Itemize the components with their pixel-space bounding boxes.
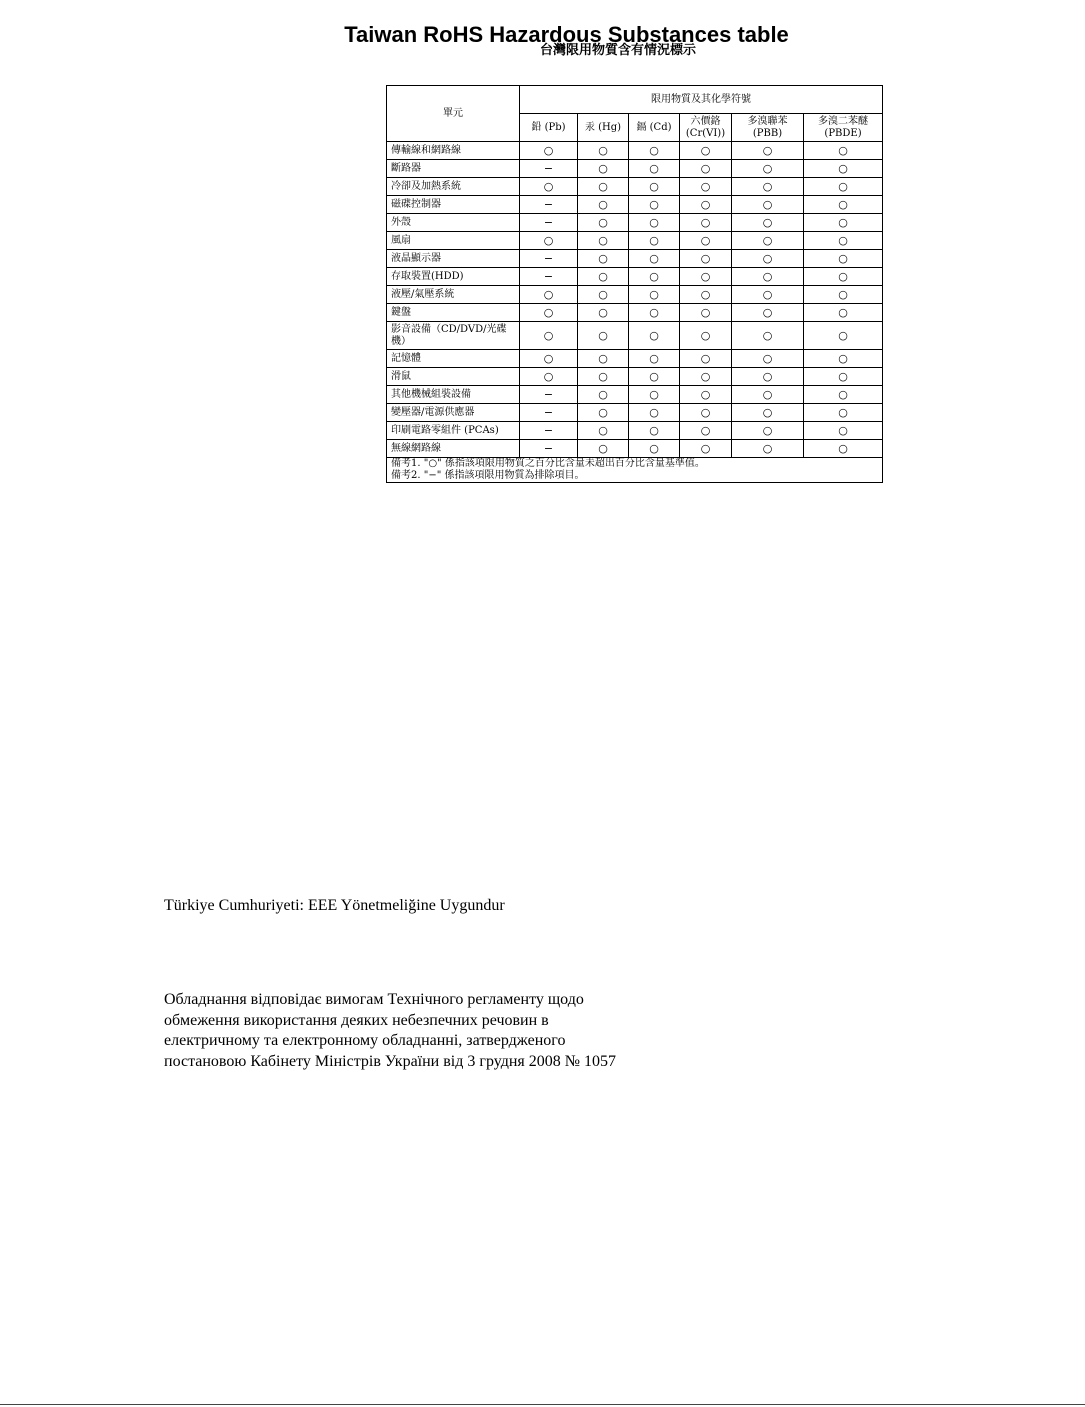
substance-mark-cell: ○ bbox=[804, 196, 883, 214]
part-name-cell: 液壓/氣壓系統 bbox=[387, 286, 520, 304]
substance-mark-cell: ○ bbox=[804, 350, 883, 368]
table-row bbox=[387, 350, 883, 368]
table-row bbox=[387, 250, 883, 268]
substance-mark-cell: ○ bbox=[680, 368, 732, 386]
substance-mark-cell: − bbox=[520, 386, 578, 404]
substance-mark-cell: ○ bbox=[578, 404, 629, 422]
substance-mark-cell: ○ bbox=[520, 350, 578, 368]
substance-mark-cell: ○ bbox=[804, 440, 883, 458]
substance-mark-cell: ○ bbox=[804, 142, 883, 160]
substance-mark-cell: ○ bbox=[629, 286, 680, 304]
substance-mark-cell: ○ bbox=[629, 196, 680, 214]
substance-mark-cell: ○ bbox=[629, 350, 680, 368]
substance-mark-cell: ○ bbox=[804, 386, 883, 404]
substance-mark-cell: ○ bbox=[629, 160, 680, 178]
table-row bbox=[387, 404, 883, 422]
substance-mark-cell: ○ bbox=[578, 196, 629, 214]
page-title: Taiwan RoHS Hazardous Substances table bbox=[344, 21, 789, 47]
table-row bbox=[387, 386, 883, 404]
substance-mark-cell: ○ bbox=[680, 286, 732, 304]
substance-mark-cell: ○ bbox=[629, 404, 680, 422]
substance-mark-cell: ○ bbox=[578, 422, 629, 440]
substance-mark-cell: ○ bbox=[680, 404, 732, 422]
table-row bbox=[387, 286, 883, 304]
substance-mark-cell: ○ bbox=[629, 250, 680, 268]
table-row bbox=[387, 422, 883, 440]
substance-mark-cell: − bbox=[520, 422, 578, 440]
substance-mark-cell: ○ bbox=[680, 178, 732, 196]
table-body bbox=[387, 142, 883, 483]
substance-mark-cell: ○ bbox=[680, 232, 732, 250]
part-name-cell: 無線網路線 bbox=[387, 440, 520, 458]
substances-group-header: 限用物質及其化學符號 bbox=[520, 86, 883, 114]
ukraine-statement-line: електричному та електронному обладнанні, затвердженого bbox=[164, 1032, 566, 1049]
ukraine-statement-line: Обладнання відповідає вимогам Технічного регламенту щодо bbox=[164, 991, 584, 1008]
table-row bbox=[387, 160, 883, 178]
substance-mark-cell: ○ bbox=[804, 286, 883, 304]
part-name-cell: 印刷電路零組件 (PCAs) bbox=[387, 422, 520, 440]
substance-mark-cell: ○ bbox=[732, 142, 804, 160]
substance-mark-cell: ○ bbox=[732, 350, 804, 368]
substance-mark-cell: ○ bbox=[520, 178, 578, 196]
substance-mark-cell: ○ bbox=[629, 232, 680, 250]
substance-mark-cell: ○ bbox=[804, 178, 883, 196]
substance-mark-cell: ○ bbox=[804, 368, 883, 386]
substance-mark-cell: ○ bbox=[732, 386, 804, 404]
substance-mark-cell: ○ bbox=[680, 422, 732, 440]
substance-column-header: 六價鉻 (Cr(VI)) bbox=[680, 114, 732, 142]
rohs-substances-table bbox=[386, 85, 883, 483]
substance-column-header: 鎘 (Cd) bbox=[629, 114, 680, 142]
part-name-cell: 冷卻及加熱系統 bbox=[387, 178, 520, 196]
substance-mark-cell: − bbox=[520, 214, 578, 232]
substance-column-header: 鉛 (Pb) bbox=[520, 114, 578, 142]
ukraine-statement-line: обмеження використання деяких небезпечних речовин в bbox=[164, 1011, 549, 1029]
substance-mark-cell: ○ bbox=[578, 142, 629, 160]
table-row bbox=[387, 304, 883, 322]
substance-mark-cell: ○ bbox=[578, 214, 629, 232]
part-name-cell: 其他機械組裝設備 bbox=[387, 386, 520, 404]
substance-column-header: 汞 (Hg) bbox=[578, 114, 629, 142]
table-header-row bbox=[387, 86, 883, 114]
part-name-cell: 存取裝置(HDD) bbox=[387, 268, 520, 286]
substance-mark-cell: ○ bbox=[732, 304, 804, 322]
substance-mark-cell: ○ bbox=[629, 304, 680, 322]
substance-mark-cell: ○ bbox=[804, 268, 883, 286]
table-note: 備考1. "○" 係指該項限用物質之百分比含量未超出百分比含量基準值。 bbox=[391, 458, 705, 469]
table-row bbox=[387, 214, 883, 232]
table-row bbox=[387, 142, 883, 160]
substance-mark-cell: ○ bbox=[520, 322, 578, 350]
table-notes-row bbox=[387, 458, 883, 483]
substance-mark-cell: ○ bbox=[578, 350, 629, 368]
substance-mark-cell: ○ bbox=[680, 322, 732, 350]
part-name-cell: 滑鼠 bbox=[387, 368, 520, 386]
substance-mark-cell: ○ bbox=[680, 196, 732, 214]
table-row bbox=[387, 178, 883, 196]
unit-column-header: 單元 bbox=[387, 86, 520, 142]
substance-mark-cell: − bbox=[520, 250, 578, 268]
part-name-cell: 傳輸線和網路線 bbox=[387, 142, 520, 160]
substance-mark-cell: ○ bbox=[804, 232, 883, 250]
substance-mark-cell: ○ bbox=[629, 178, 680, 196]
substance-mark-cell: ○ bbox=[680, 160, 732, 178]
substance-mark-cell: ○ bbox=[680, 440, 732, 458]
substance-mark-cell: ○ bbox=[680, 268, 732, 286]
part-name-cell: 記憶體 bbox=[387, 350, 520, 368]
substance-mark-cell: ○ bbox=[732, 440, 804, 458]
substance-mark-cell: − bbox=[520, 196, 578, 214]
substance-mark-cell: ○ bbox=[578, 268, 629, 286]
substance-mark-cell: ○ bbox=[578, 304, 629, 322]
substance-mark-cell: ○ bbox=[578, 440, 629, 458]
part-name-cell: 風扇 bbox=[387, 232, 520, 250]
substance-mark-cell: ○ bbox=[680, 350, 732, 368]
substance-mark-cell: ○ bbox=[578, 178, 629, 196]
page-subtitle: 台灣限用物質含有情況標示 bbox=[540, 43, 697, 58]
ukraine-compliance-statement bbox=[164, 990, 724, 1072]
substance-mark-cell: ○ bbox=[578, 250, 629, 268]
part-name-cell: 變壓器/電源供應器 bbox=[387, 404, 520, 422]
substance-mark-cell: ○ bbox=[732, 250, 804, 268]
substance-mark-cell: ○ bbox=[578, 386, 629, 404]
substance-column-header: 多溴聯苯 (PBB) bbox=[732, 114, 804, 142]
substance-mark-cell: ○ bbox=[629, 142, 680, 160]
part-name-cell: 液晶顯示器 bbox=[387, 250, 520, 268]
substance-mark-cell: ○ bbox=[520, 368, 578, 386]
substance-mark-cell: ○ bbox=[578, 322, 629, 350]
substance-mark-cell: ○ bbox=[680, 214, 732, 232]
turkey-compliance-statement: Türkiye Cumhuriyeti: EEE Yönetmeliğine Uygundur bbox=[164, 897, 505, 914]
substance-mark-cell: ○ bbox=[804, 404, 883, 422]
substance-mark-cell: ○ bbox=[804, 214, 883, 232]
substance-mark-cell: − bbox=[520, 440, 578, 458]
substance-mark-cell: ○ bbox=[732, 160, 804, 178]
substance-mark-cell: ○ bbox=[732, 404, 804, 422]
part-name-cell: 影音設備（CD/DVD/光碟機） bbox=[387, 322, 520, 350]
substance-mark-cell: ○ bbox=[629, 322, 680, 350]
substance-mark-cell: ○ bbox=[804, 422, 883, 440]
substance-mark-cell: ○ bbox=[804, 160, 883, 178]
substance-mark-cell: ○ bbox=[578, 286, 629, 304]
part-name-cell: 斷路器 bbox=[387, 160, 520, 178]
table-note: 備考2. "−" 係指該項限用物質為排除項目。 bbox=[391, 470, 585, 481]
substance-mark-cell: ○ bbox=[732, 178, 804, 196]
table-row bbox=[387, 232, 883, 250]
substance-mark-cell: ○ bbox=[732, 286, 804, 304]
substance-mark-cell: ○ bbox=[732, 422, 804, 440]
table-row bbox=[387, 440, 883, 458]
substance-mark-cell: ○ bbox=[732, 268, 804, 286]
substance-mark-cell: ○ bbox=[520, 304, 578, 322]
substance-mark-cell: ○ bbox=[629, 268, 680, 286]
substance-mark-cell: ○ bbox=[732, 232, 804, 250]
part-name-cell: 外殼 bbox=[387, 214, 520, 232]
substance-mark-cell: ○ bbox=[732, 322, 804, 350]
table-row bbox=[387, 322, 883, 350]
substance-mark-cell: ○ bbox=[629, 386, 680, 404]
part-name-cell: 鍵盤 bbox=[387, 304, 520, 322]
substance-mark-cell: ○ bbox=[732, 368, 804, 386]
substance-mark-cell: ○ bbox=[578, 160, 629, 178]
substance-mark-cell: ○ bbox=[680, 250, 732, 268]
substance-mark-cell: ○ bbox=[520, 142, 578, 160]
substance-mark-cell: ○ bbox=[629, 422, 680, 440]
page-bottom-rule bbox=[0, 1404, 1085, 1405]
substance-mark-cell: ○ bbox=[629, 368, 680, 386]
substance-mark-cell: − bbox=[520, 268, 578, 286]
substance-mark-cell: − bbox=[520, 404, 578, 422]
ukraine-statement-line: постановою Кабінету Міністрів України від 3 грудня 2008 № 1057 bbox=[164, 1052, 617, 1070]
substance-mark-cell: ○ bbox=[520, 232, 578, 250]
table-notes-cell bbox=[387, 458, 883, 483]
substance-mark-cell: ○ bbox=[680, 142, 732, 160]
substance-mark-cell: ○ bbox=[680, 386, 732, 404]
substance-column-header: 多溴二苯醚 (PBDE) bbox=[804, 114, 883, 142]
table-row bbox=[387, 268, 883, 286]
substance-mark-cell: ○ bbox=[804, 304, 883, 322]
table-row bbox=[387, 196, 883, 214]
part-name-cell: 磁碟控制器 bbox=[387, 196, 520, 214]
substance-mark-cell: ○ bbox=[578, 232, 629, 250]
substance-mark-cell: ○ bbox=[629, 440, 680, 458]
substance-mark-cell: ○ bbox=[804, 322, 883, 350]
substance-mark-cell: ○ bbox=[629, 214, 680, 232]
substance-mark-cell: ○ bbox=[732, 214, 804, 232]
substance-mark-cell: ○ bbox=[578, 368, 629, 386]
substance-mark-cell: ○ bbox=[732, 196, 804, 214]
substance-mark-cell: ○ bbox=[680, 304, 732, 322]
substance-mark-cell: ○ bbox=[804, 250, 883, 268]
substance-mark-cell: ○ bbox=[520, 286, 578, 304]
table-row bbox=[387, 368, 883, 386]
substance-mark-cell: − bbox=[520, 160, 578, 178]
